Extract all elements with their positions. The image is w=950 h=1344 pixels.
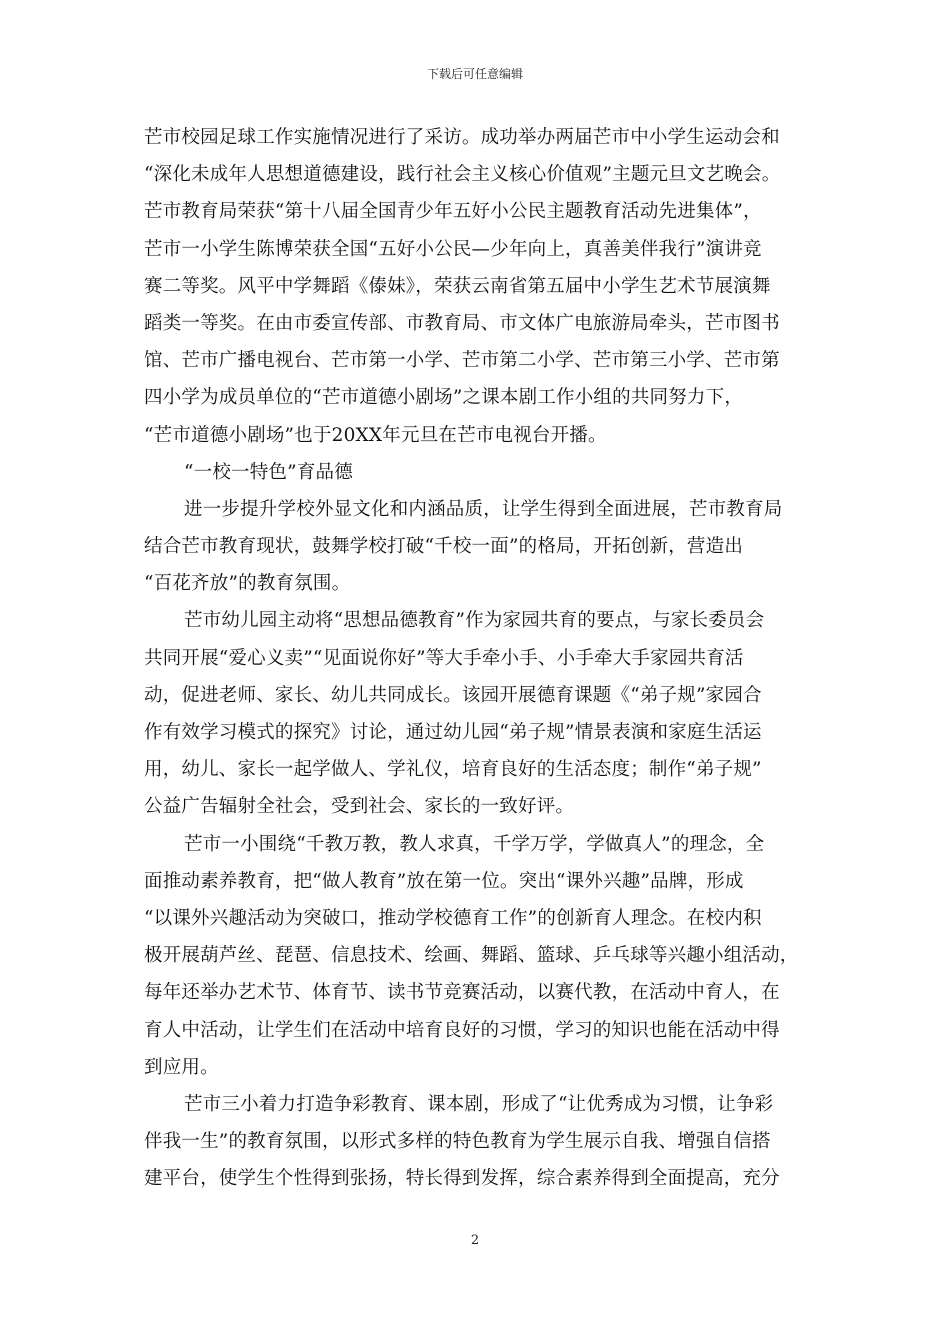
text-line: “芒市道德小剧场”也于20XX年元旦在芒市电视台开播。 [144,424,607,446]
text-line: 芒市一小围绕“千教万教，教人求真，千学万学，学做真人”的理念，全 [184,833,765,855]
text-line: “以课外兴趣活动为突破口，推动学校德育工作”的创新育人理念。在校内积 [144,907,762,929]
text-line: “深化未成年人思想道德建设，践行社会主义核心价值观”主题元旦文艺晚会。 [144,164,781,186]
text-line: 到应用。 [144,1056,219,1078]
page-header-note: 下载后可任意编辑 [426,67,523,81]
text-line: 芒市一小学生陈博荣获全国“五好小公民—少年向上，真善美伴我行”演讲竞 [144,238,762,260]
text-line: 公益广告辐射全社会，受到社会、家长的一致好评。 [144,796,575,818]
text-line: 伴我一生”的教育氛围，以形式多样的特色教育为学生展示自我、增强自信搭 [144,1131,771,1153]
text-line: 建平台，使学生个性得到张扬，特长得到发挥，综合素养得到全面提高，充分 [144,1168,780,1190]
text-line: 蹈类一等奖。在由市委宣传部、市教育局、市文体广电旅游局牵头，芒市图书 [144,312,780,334]
text-line: 作有效学习模式的探究》讨论，通过幼儿园“弟子规”情景表演和家庭生活运 [144,722,762,743]
text-line: 面推动素养教育，把“做人教育”放在第一位。突出“课外兴趣”品牌，形成 [144,870,744,892]
text-line: 育人中活动，让学生们在活动中培育良好的习惯，学习的知识也能在活动中得 [144,1019,780,1041]
text-line: 用，幼儿、家长一起学做人、学礼仪，培育良好的生活态度；制作“弟子规” [144,759,762,781]
text-line: 馆、芒市广播电视台、芒市第一小学、芒市第二小学、芒市第三小学、芒市第 [144,350,780,372]
text-line: 芒市三小着力打造争彩教育、课本剧，形成了“让优秀成为习惯，让争彩 [184,1093,774,1115]
page-number: 2 [470,1233,480,1248]
text-line: 四小学为成员单位的“芒市道德小剧场”之课本剧工作小组的共同努力下， [144,387,744,409]
text-line: “一校一特色”育品德 [184,461,353,483]
text-line: 赛二等奖。风平中学舞蹈《傣妹》，荣获云南省第五届中小学生艺术节展演舞 [144,275,771,297]
text-line: “百花齐放”的教育氛围。 [144,573,351,595]
text-line: 每年还举办艺术节、体育节、读书节竞赛活动，以赛代教，在活动中育人，在 [144,982,780,1004]
text-line: 极开展葫芦丝、琵琶、信息技术、绘画、舞蹈、篮球、乒乓球等兴趣小组活动， [144,945,799,967]
document-body [144,119,806,1197]
text-line: 芒市幼儿园主动将“思想品德教育”作为家园共育的要点，与家长委员会 [184,610,765,632]
text-line: 进一步提升学校外显文化和内涵品质，让学生得到全面进展，芒市教育局 [184,498,783,520]
text-line: 芒市校园足球工作实施情况进行了采访。成功举办两届芒市中小学生运动会和 [144,127,780,148]
text-line: 芒市教育局荣获“第十八届全国青少年五好小公民主题教育活动先进集体”， [144,201,762,223]
text-line: 动，促进老师、家长、幼儿共同成长。该园开展德育课题《“弟子规”家园合 [144,684,762,706]
text-line: 共同开展“爱心义卖”“见面说你好”等大手牵小手、小手牵大手家园共育活 [144,647,744,669]
text-line: 结合芒市教育现状，鼓舞学校打破“千校一面”的格局，开拓创新，营造出 [144,536,744,558]
